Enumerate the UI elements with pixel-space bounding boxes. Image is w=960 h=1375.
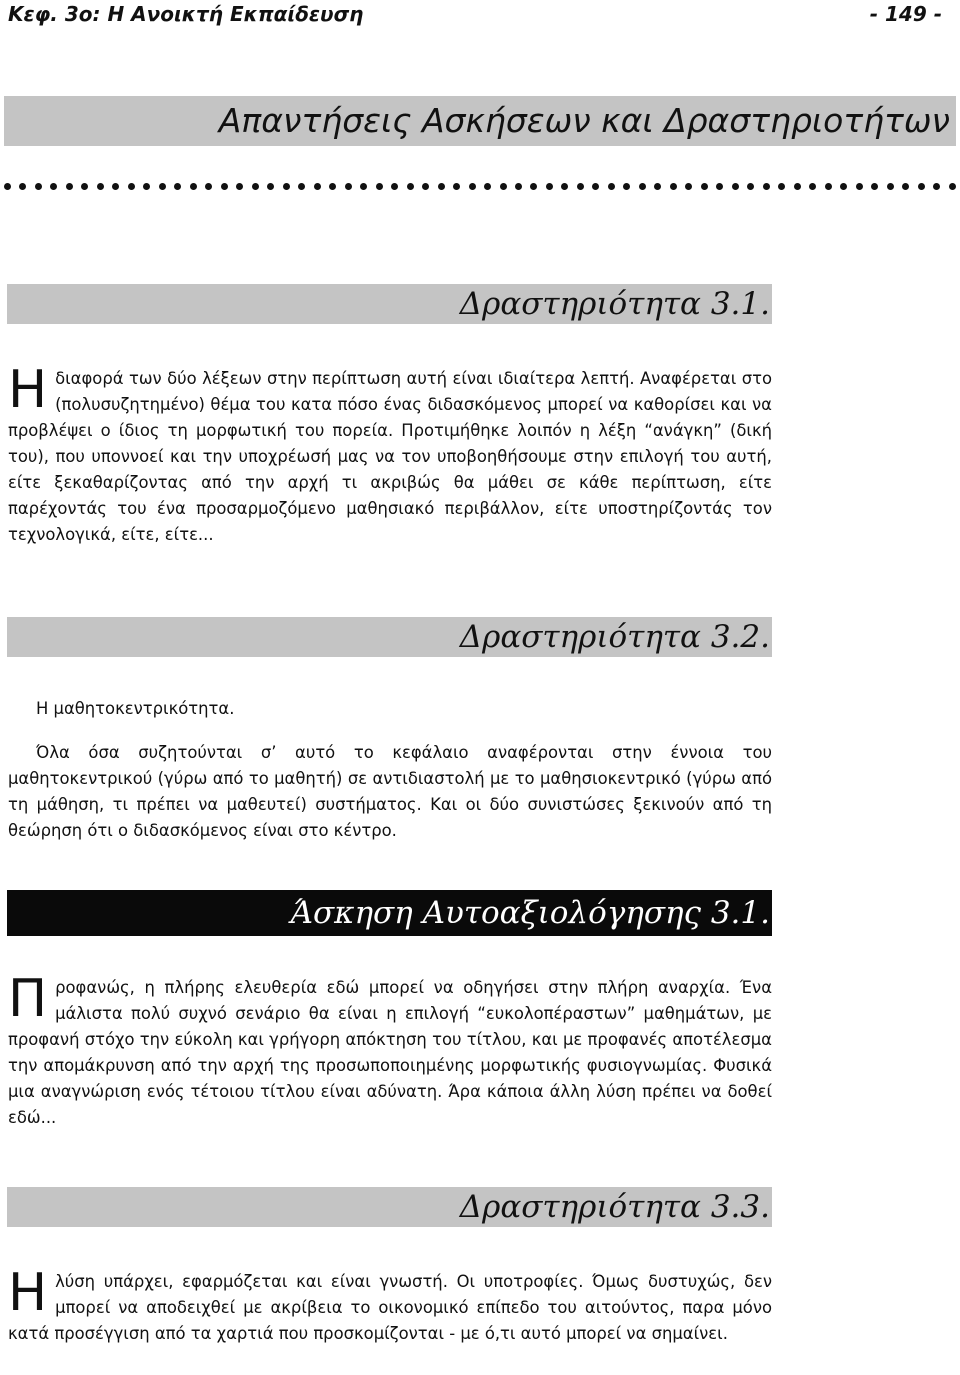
divider-dot (236, 183, 243, 190)
divider-dot (19, 183, 26, 190)
divider-dot (252, 183, 259, 190)
divider-dot (159, 183, 166, 190)
section-heading-3: Άσκηση Αυτοαξιολόγησης 3.1. (290, 895, 770, 931)
divider-dot (871, 183, 878, 190)
divider-dot (484, 183, 491, 190)
section-heading-band-4 (7, 1187, 772, 1227)
divider-dot (561, 183, 568, 190)
divider-dot (174, 183, 181, 190)
divider-dot (329, 183, 336, 190)
divider-dot (546, 183, 553, 190)
section-2-subheading: Η μαθητοκεντρικότητα. (36, 699, 235, 718)
divider-dot (391, 183, 398, 190)
dropcap-4: Η (8, 1263, 48, 1323)
divider-dot (623, 183, 630, 190)
divider-dot (515, 183, 522, 190)
divider-dot (345, 183, 352, 190)
divider-dot (407, 183, 414, 190)
divider-dot (422, 183, 429, 190)
divider-dot (190, 183, 197, 190)
section-1-text: διαφορά των δύο λέξεων στην περίπτωση αυτή είναι ιδιαίτερα λεπτή. Αναφέρεται στο (πολυσυζητημένο) θέμα του κατα πόσο ένας διδασκόμενος μπορεί να καθορίσει και να προβλέψει ο ίδιος τη μορφωτική του πορεία. Προτιμήθηκε λοιπόν η λέξη “ανάγκη” (δική του), που υποννοεί και την υποχρέωσή μας να τον υποβοηθήσουμε στην επιλογή του αυτή, είτε ξεκαθαρίζοντας από την αρχή τι ακριβώς θα μάθει σε κάθε περίπτωση, είτε παρέχοντάς του ένα προσαρμοζόμενο μαθησιακό περιβάλλον, είτε υποστηρίζοντάς τον τεχνολογικά, είτε, είτε... (8, 369, 772, 544)
divider-dot (747, 183, 754, 190)
section-heading-band-2 (7, 617, 772, 657)
section-heading-band-1 (7, 284, 772, 324)
divider-dot (530, 183, 537, 190)
section-3-paragraph (8, 969, 772, 1131)
divider-dot (949, 183, 956, 190)
page-title-band (4, 96, 956, 146)
divider-dot (778, 183, 785, 190)
divider-dot (918, 183, 925, 190)
divider-dot (112, 183, 119, 190)
divider-dot (763, 183, 770, 190)
running-header (8, 0, 942, 28)
divider-dot (314, 183, 321, 190)
section-heading-1: Δραστηριότητα 3.1. (459, 286, 770, 322)
divider-dot (809, 183, 816, 190)
dotted-divider (4, 180, 956, 192)
divider-dot (701, 183, 708, 190)
chapter-title: Κεφ. 3ο: Η Ανοικτή Εκπαίδευση (8, 2, 364, 26)
divider-dot (221, 183, 228, 190)
divider-dot (298, 183, 305, 190)
divider-dot (128, 183, 135, 190)
divider-dot (592, 183, 599, 190)
divider-dot (732, 183, 739, 190)
dropcap-1: Η (8, 360, 48, 420)
divider-dot (267, 183, 274, 190)
section-4-paragraph (8, 1263, 772, 1347)
divider-dot (825, 183, 832, 190)
divider-dot (205, 183, 212, 190)
divider-dot (654, 183, 661, 190)
section-heading-4: Δραστηριότητα 3.3. (459, 1189, 770, 1225)
divider-dot (438, 183, 445, 190)
divider-dot (97, 183, 104, 190)
section-2-paragraph (8, 740, 772, 844)
divider-dot (716, 183, 723, 190)
divider-dot (50, 183, 57, 190)
divider-dot (283, 183, 290, 190)
divider-dot (35, 183, 42, 190)
divider-dot (453, 183, 460, 190)
divider-dot (81, 183, 88, 190)
divider-dot (856, 183, 863, 190)
divider-dot (500, 183, 507, 190)
divider-dot (376, 183, 383, 190)
divider-dot (670, 183, 677, 190)
divider-dot (469, 183, 476, 190)
section-1-paragraph (8, 360, 772, 548)
section-heading-band-3 (7, 890, 772, 936)
divider-dot (360, 183, 367, 190)
section-3-text: ροφανώς, η πλήρης ελευθερία εδώ μπορεί να οδηγήσει στην πλήρη αναρχία. Ένα μάλιστα πολύ συχνό σενάριο θα είναι η επιλογή “ευκολοπέραστων” μαθημάτων, με προφανή στόχο την εύκολη και γρήγορη απόκτηση του τίτλου, και με προφανές αποτέλεσμα την απομάκρυνση από την αρχή της προσωποποιημένης μορφωτικής φυσιογνωμίας. Φυσικά μια αναγνώριση ενός τέτοιου τίτλου είναι αδύνατη. Άρα κάποια άλλη λύση πρέπει να δοθεί εδώ... (8, 978, 772, 1127)
divider-dot (66, 183, 73, 190)
page-title: Απαντήσεις Ασκήσεων και Δραστηριοτήτων (218, 101, 950, 140)
page-number: - 149 - (869, 2, 942, 26)
section-2-text: Όλα όσα συζητούνται σ’ αυτό το κεφάλαιο αναφέρονται στην έννοια του μαθητοκεντρικού (γύρω από το μαθητή) σε αντιδιαστολή με το μαθησιοκεντρικό (γύρω από τη μάθηση, τι πρέπει να μαθευτεί) συστήματος. Και οι δύο συνιστώσες ξεκινούν από τη θεώρηση ότι ο διδασκόμενος είναι στο κέντρο. (8, 743, 772, 840)
divider-dot (840, 183, 847, 190)
section-4-text: λύση υπάρχει, εφαρμόζεται και είναι γνωστή. Οι υποτροφίες. Όμως δυστυχώς, δεν μπορεί να αποδειχθεί με ακρίβεια το οικονομικό επίπεδο του αιτούντος, παρα μόνο κατά προσέγγιση από τα χαρτιά που προσκομίζονται - με ό,τι αυτό μπορεί να σημαίνει. (8, 1272, 772, 1343)
section-heading-2: Δραστηριότητα 3.2. (459, 619, 770, 655)
divider-dot (887, 183, 894, 190)
dropcap-3: Π (8, 969, 48, 1029)
divider-dot (4, 183, 11, 190)
divider-dot (902, 183, 909, 190)
divider-dot (685, 183, 692, 190)
divider-dot (639, 183, 646, 190)
divider-dot (143, 183, 150, 190)
divider-dot (577, 183, 584, 190)
divider-dot (933, 183, 940, 190)
divider-dot (794, 183, 801, 190)
divider-dot (608, 183, 615, 190)
